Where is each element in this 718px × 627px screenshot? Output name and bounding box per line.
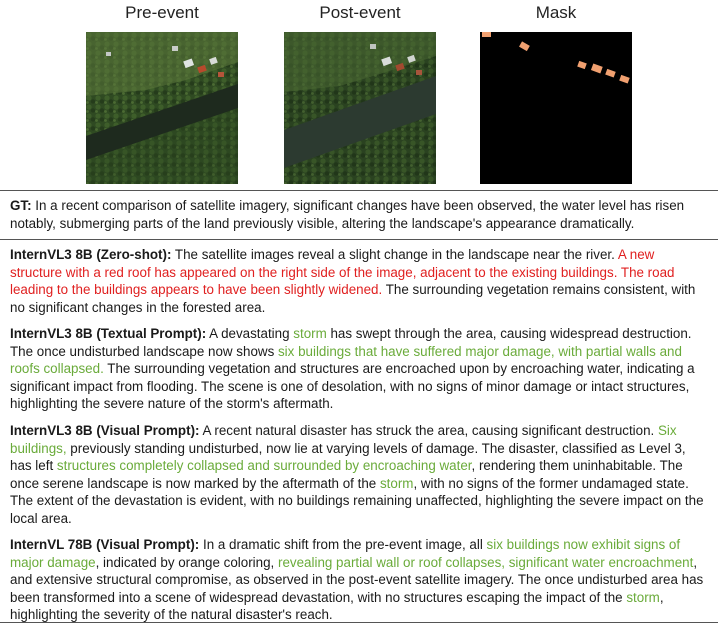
visual-8b-text-4: , with no signs of the former undamaged state. The extent of the devastation is evident, with no buildings remaining unaffected, highlighting the severe impact on the local area. xyxy=(10,475,704,526)
divider-gt xyxy=(0,239,718,240)
textual-prompt-caption xyxy=(10,325,710,413)
visual-78b-caption xyxy=(10,536,710,624)
visual-8b-grounded-3: storm xyxy=(379,475,414,491)
textual-prompt-label: InternVL3 8B (Textual Prompt): xyxy=(10,326,207,341)
post-event-title: Post-event xyxy=(319,3,401,22)
mask-damage-patch xyxy=(482,32,491,37)
visual-8b-grounded-2: structures completely collapsed and surrounded by encroaching water xyxy=(56,458,472,473)
gt-text: In a recent comparison of satellite imagery, significant changes have been observed, the water level has risen notably, submerging parts of the land previously visible, altering the landscape's appearance dramatically. xyxy=(10,198,685,231)
mask-image xyxy=(480,32,632,184)
gt-label: GT: xyxy=(10,198,32,213)
zero-shot-caption xyxy=(10,246,710,316)
textual-grounded-1: storm xyxy=(293,326,327,341)
zero-shot-hallucination: A new structure with a red roof has appeared on the right side of the image, adjacent to the existing buildings. The road leading to the buildings appears to have been slightly widened. xyxy=(10,247,675,297)
pre-event-image xyxy=(86,32,238,184)
divider-bottom xyxy=(0,622,718,623)
visual-78b-grounded-2: revealing partial wall or roof collapses, significant water encroachment xyxy=(278,554,694,570)
zero-shot-text-1: The satellite images reveal a slight change in the landscape near the river. xyxy=(171,247,618,262)
visual-78b-text-3: , and extensive structural compromise, as observed in the post-event satellite imagery. The once undisturbed area has been transformed into a scene of widespread devastation, with no structures escaping the impact of the xyxy=(10,554,704,605)
visual-78b-label: InternVL 78B (Visual Prompt): xyxy=(10,537,200,552)
visual-8b-caption xyxy=(10,422,710,527)
visual-8b-text-1: A recent natural disaster has struck the area, causing significant destruction. xyxy=(199,423,658,438)
visual-8b-label: InternVL3 8B (Visual Prompt): xyxy=(10,423,200,438)
textual-grounded-2: six buildings that have suffered major damage, with partial walls and roofs collapsed. xyxy=(10,343,682,376)
zero-shot-text-2: The surrounding vegetation remains consistent, with no significant changes in the forested area. xyxy=(10,282,696,315)
pre-event-title: Pre-event xyxy=(125,3,199,22)
visual-78b-text-4: , highlighting the severity of the natural disaster's reach. xyxy=(10,589,664,622)
mask-title: Mask xyxy=(535,3,577,22)
zero-shot-label: InternVL3 8B (Zero-shot): xyxy=(10,247,172,262)
post-event-image xyxy=(284,32,436,184)
visual-78b-grounded-3: storm xyxy=(626,589,660,605)
visual-78b-grounded-1: six buildings now exhibit signs of major damage xyxy=(10,537,681,570)
textual-text-1: A devastating xyxy=(206,326,294,341)
visual-78b-text-2: , indicated by orange coloring, xyxy=(95,554,278,570)
divider-top xyxy=(0,190,718,191)
visual-8b-text-3: , rendering them uninhabitable. The once serene landscape is now marked by the aftermath of the xyxy=(10,458,683,491)
gt-caption xyxy=(10,197,710,232)
textual-text-2: has swept through the area, causing widespread destruction. The once undisturbed landscape now shows xyxy=(10,326,692,359)
visual-8b-text-2: previously standing undisturbed, now lie at varying levels of damage. The disaster, classified as Level 3, has left xyxy=(10,440,686,473)
textual-text-3: The surrounding vegetation and structures are encroached upon by encroaching water, indicating a significant impact from flooding. The scene is one of desolation, with no signs of minor damage or intact structures, highlighting the severe nature of the storm's aftermath. xyxy=(10,361,695,411)
visual-78b-text-1: In a dramatic shift from the pre-event image, all xyxy=(199,537,487,552)
visual-8b-grounded-1: Six buildings, xyxy=(10,423,677,456)
